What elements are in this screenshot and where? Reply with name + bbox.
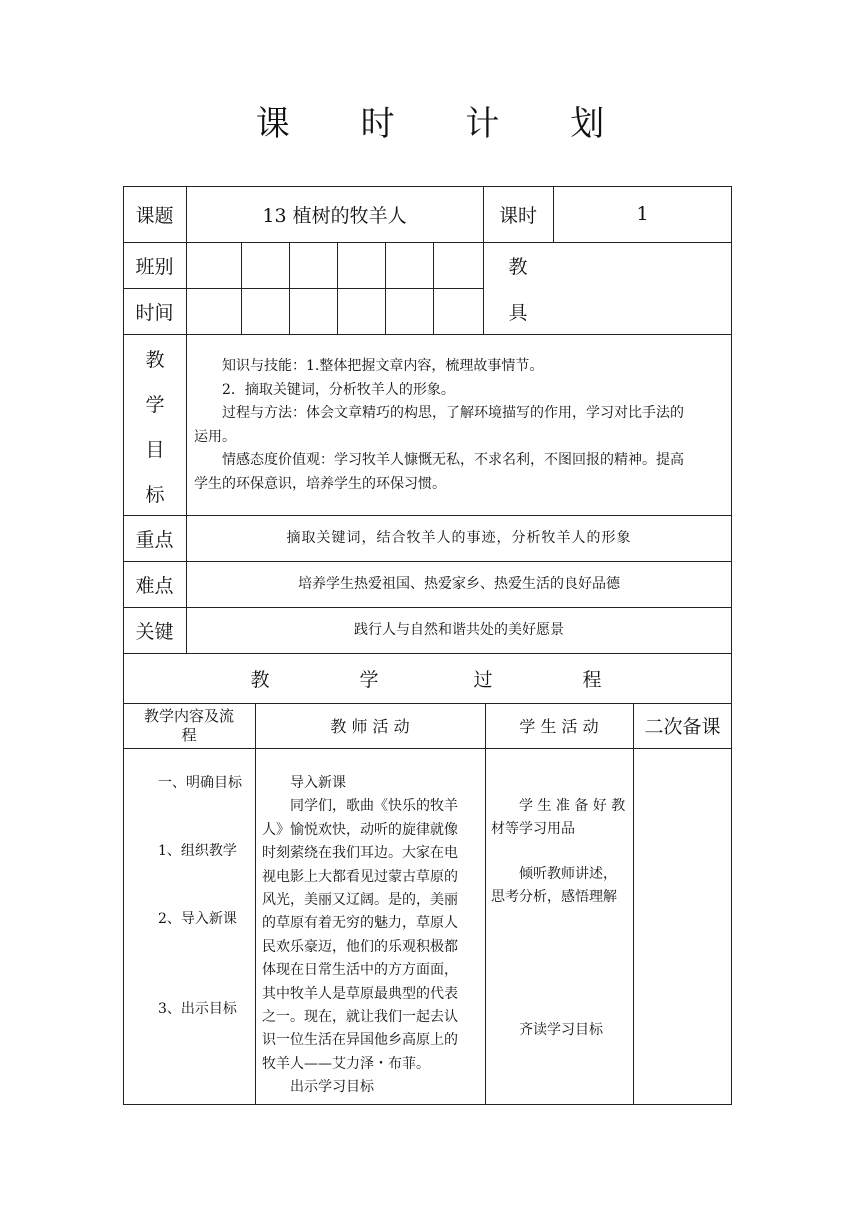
period-label: 课时	[498, 204, 537, 227]
key-point-label: 重点	[135, 528, 174, 551]
objectives-label-char: 标	[145, 484, 165, 506]
teacher-line: 时刻萦绕在我们耳边。大家在电	[262, 845, 458, 862]
student-line: 倾听教师讲述，	[519, 866, 617, 882]
page-title: 课 时 计 划	[255, 104, 635, 144]
process-step: 一、明确目标	[158, 775, 242, 791]
topic-value: 13 植树的牧羊人	[262, 204, 407, 227]
process-step: 3、出示目标	[158, 1001, 237, 1017]
process-title	[123, 653, 732, 703]
process-title-char: 学	[359, 668, 379, 691]
objectives-label-char: 学	[145, 394, 165, 416]
teacher-line: 识一位生活在异国他乡高原上的	[262, 1032, 458, 1049]
teacher-line: 的草原有着无穷的魅力，草原人	[262, 915, 458, 932]
difficulty-value: 培养学生热爱祖国、热爱家乡、热爱生活的良好品德	[298, 576, 620, 592]
student-line: 材等学习用品	[491, 821, 575, 838]
objectives-label	[143, 338, 167, 518]
col-header-student: 学 生 活 动	[519, 717, 599, 736]
objective-line: 知识与技能：1.整体把握文章内容，梳理故事情节。	[222, 358, 544, 374]
teacher-line: 出示学习目标	[290, 1079, 374, 1096]
class-label: 班别	[135, 255, 174, 278]
col-header-teacher: 教 师 活 动	[330, 717, 410, 736]
objectives-label-char: 目	[145, 439, 165, 461]
col-header-second-prep: 二次备课	[644, 716, 721, 738]
objective-line: 过程与方法：体会文章精巧的构思，了解环境描写的作用，学习对比手法的	[222, 405, 684, 421]
student-activity-prep	[491, 795, 631, 842]
objective-line: 2．摘取关键词，分析牧羊人的形象。	[222, 381, 455, 398]
topic-label: 课题	[135, 204, 174, 227]
tools-label-top: 教	[508, 255, 528, 278]
teacher-line: 牧羊人——艾力泽・布菲。	[262, 1055, 430, 1072]
objective-line: 情感态度价值观：学习牧羊人慷慨无私，不求名利，不图回报的精神。提高	[222, 452, 684, 468]
process-step: 1、组织教学	[158, 843, 237, 859]
teacher-line: 之一。现在，就让我们一起去认	[262, 1009, 458, 1026]
student-line: 思考分析，感悟理解	[491, 889, 617, 906]
student-activity-read	[491, 1019, 631, 1042]
col-header-content-line: 程	[181, 725, 197, 744]
teacher-line: 其中牧羊人是草原最典型的代表	[262, 985, 458, 1002]
process-title-char: 过	[473, 668, 493, 691]
process-title-char: 教	[250, 668, 270, 691]
student-activity-listen	[491, 863, 631, 910]
col-header-content	[123, 703, 255, 748]
teacher-activity	[262, 772, 484, 1100]
teacher-line: 民欢乐豪迈，他们的乐观积极都	[262, 938, 458, 955]
crux-label: 关键	[135, 620, 174, 643]
teacher-line: 人》愉悦欢快，动听的旋律就像	[262, 821, 458, 838]
period-value: 1	[636, 203, 649, 225]
objectives-text	[194, 355, 726, 496]
student-line: 齐读学习目标	[519, 1022, 603, 1038]
col-header-content-line: 教学内容及流	[143, 706, 234, 725]
process-title-char: 程	[582, 668, 602, 691]
key-point-value: 摘取关键词，结合牧羊人的事迹，分析牧羊人的形象	[286, 530, 632, 546]
process-step: 2、导入新课	[158, 911, 237, 927]
student-line: 学 生 准 备 好 教	[519, 798, 626, 814]
teacher-line: 视电影上大都看见过蒙古草原的	[262, 868, 458, 885]
difficulty-label: 难点	[135, 574, 174, 597]
objective-line: 运用。	[194, 428, 236, 445]
tools-label-bottom: 具	[508, 301, 528, 324]
teacher-line: 同学们，歌曲《快乐的牧羊	[290, 798, 458, 815]
teacher-line: 体现在日常生活中的方方面面，	[262, 962, 458, 979]
teacher-line: 导入新课	[290, 775, 346, 791]
crux-value: 践行人与自然和谐共处的美好愿景	[354, 622, 564, 638]
objective-line: 学生的环保意识，培养学生的环保习惯。	[194, 475, 446, 492]
teacher-line: 风光，美丽又辽阔。是的，美丽	[262, 892, 458, 909]
time-label: 时间	[135, 301, 174, 324]
objectives-label-char: 教	[145, 349, 165, 371]
